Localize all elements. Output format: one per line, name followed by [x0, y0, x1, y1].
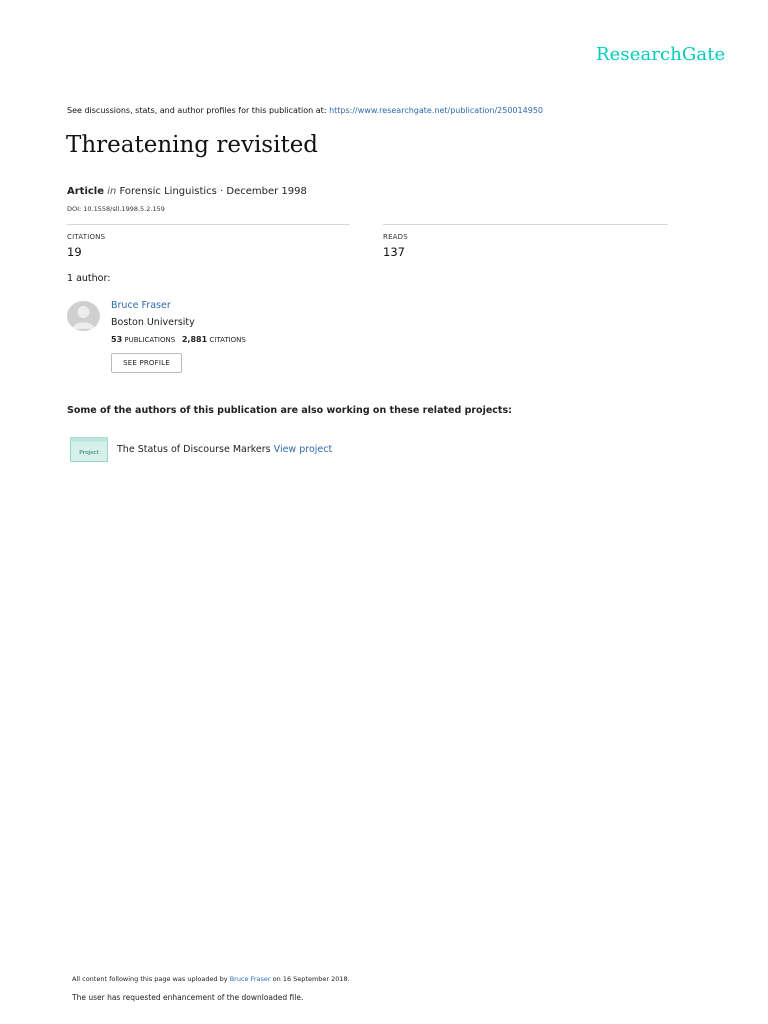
author-name-link[interactable]: Bruce Fraser: [111, 300, 171, 311]
reads-label: READS: [383, 233, 408, 241]
doi-text: DOI: 10.1558/sll.1998.5.2.159: [67, 205, 165, 213]
reads-divider: [383, 224, 668, 225]
discussion-note: [67, 106, 543, 115]
author-publications-label: PUBLICATIONS: [124, 336, 176, 344]
enhancement-note: The user has requested enhancement of the downloaded file.: [72, 993, 304, 1002]
author-publications-count: 53: [111, 335, 123, 344]
citations-value: 19: [67, 245, 82, 259]
related-projects-heading: Some of the authors of this publication are also working on these related projects:: [67, 405, 512, 416]
uploader-link[interactable]: Bruce Fraser: [229, 975, 271, 983]
reads-value: 137: [383, 245, 405, 259]
author-citations-label: CITATIONS: [209, 336, 246, 344]
project-icon[interactable]: [70, 437, 108, 462]
in-label: in: [107, 186, 117, 197]
author-citations-count: 2,881: [181, 335, 208, 344]
see-profile-button[interactable]: SEE PROFILE: [111, 353, 182, 373]
publication-type: Article: [67, 186, 105, 197]
citations-divider: [67, 224, 350, 225]
journal-date: Forensic Linguistics · December 1998: [119, 186, 307, 197]
project-name: The Status of Discourse Markers: [117, 444, 271, 455]
publication-meta: [67, 186, 307, 197]
uploaded-prefix: All content following this page was uploaded by: [72, 975, 230, 983]
researchgate-logo[interactable]: ResearchGate: [596, 44, 726, 65]
author-avatar-icon[interactable]: [67, 301, 100, 331]
author-institution: Boston University: [111, 317, 195, 328]
publication-url-link[interactable]: https://www.researchgate.net/publication/250014950: [329, 106, 543, 115]
discussion-prefix: See discussions, stats, and author profiles for this publication at:: [67, 106, 330, 115]
uploaded-note: [72, 975, 350, 983]
authors-heading: 1 author:: [67, 273, 111, 284]
publication-title: Threatening revisited: [66, 132, 319, 158]
view-project-link[interactable]: View project: [273, 444, 333, 455]
project-entry: [117, 444, 332, 455]
citations-label: CITATIONS: [67, 233, 106, 241]
uploaded-suffix: on 16 September 2018.: [270, 975, 350, 983]
project-icon-label: Project: [79, 450, 99, 456]
author-stats: [111, 335, 246, 344]
